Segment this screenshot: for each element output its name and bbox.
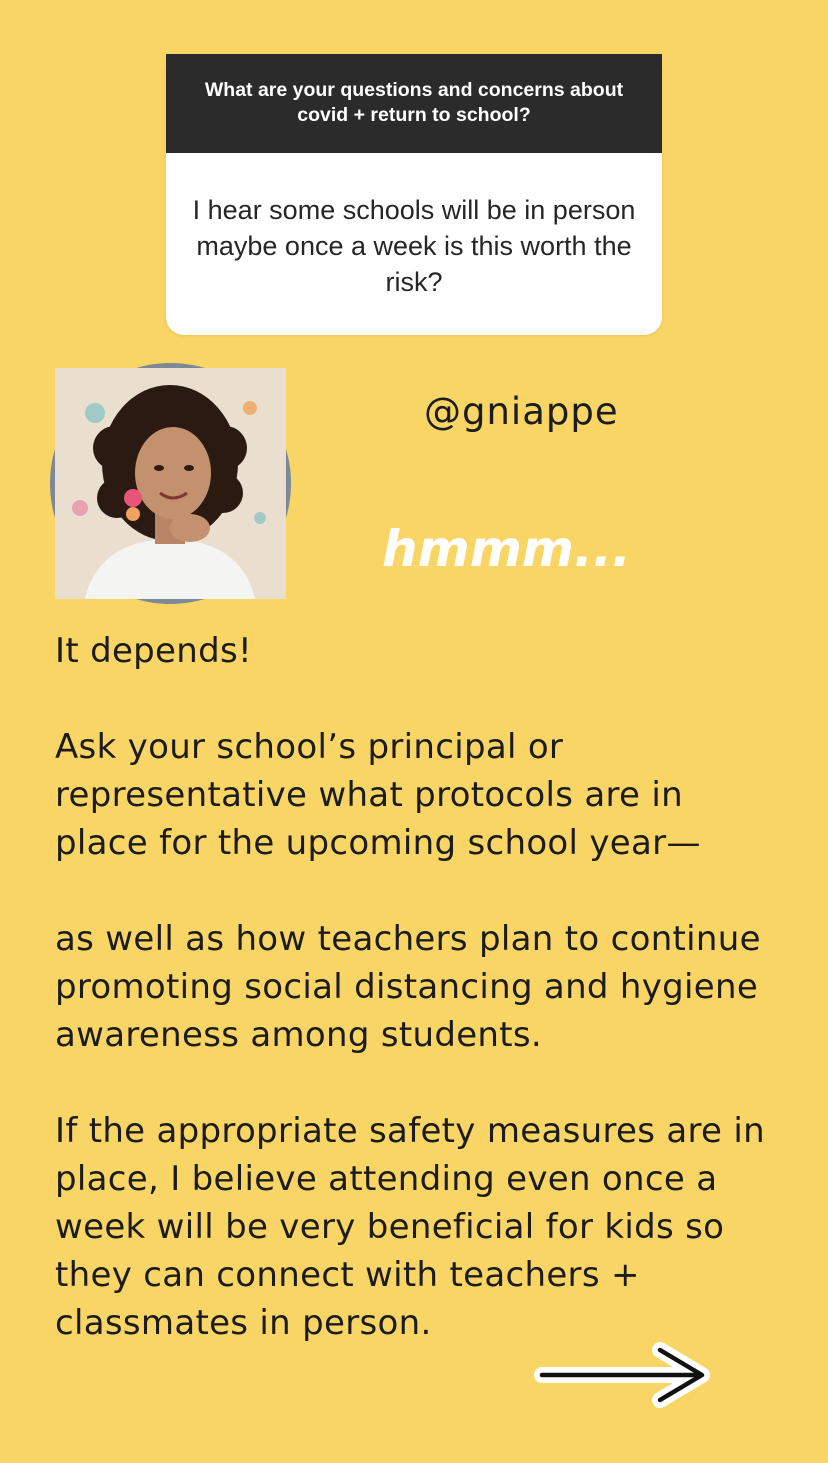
question-prompt: What are your questions and concerns about covid + return to school? [166, 54, 662, 153]
hmmm-text: hmmm... [382, 520, 631, 578]
question-response: I hear some schools will be in person maybe once a week is this worth the risk? [192, 195, 636, 297]
hmmm-sticker [378, 490, 631, 585]
profile-photo-icon [55, 368, 286, 599]
answer-paragraph: If the appropriate safety measures are in place, I believe attending even once a week will be very beneficial for kids so they can connect with teachers + classmates in person. [55, 1111, 765, 1343]
question-sticker [166, 54, 662, 335]
answer-text [55, 627, 785, 1395]
right-arrow-icon[interactable] [530, 1338, 715, 1410]
answer-paragraph: as well as how teachers plan to continue promoting social distancing and hygiene awareness among students. [55, 919, 761, 1055]
profile-handle[interactable]: @gniappe [424, 390, 619, 433]
answer-paragraph: It depends! [55, 631, 252, 671]
avatar [50, 363, 291, 604]
answer-paragraph: Ask your school’s principal or representative what protocols are in place for the upcoming school year— [55, 727, 701, 863]
